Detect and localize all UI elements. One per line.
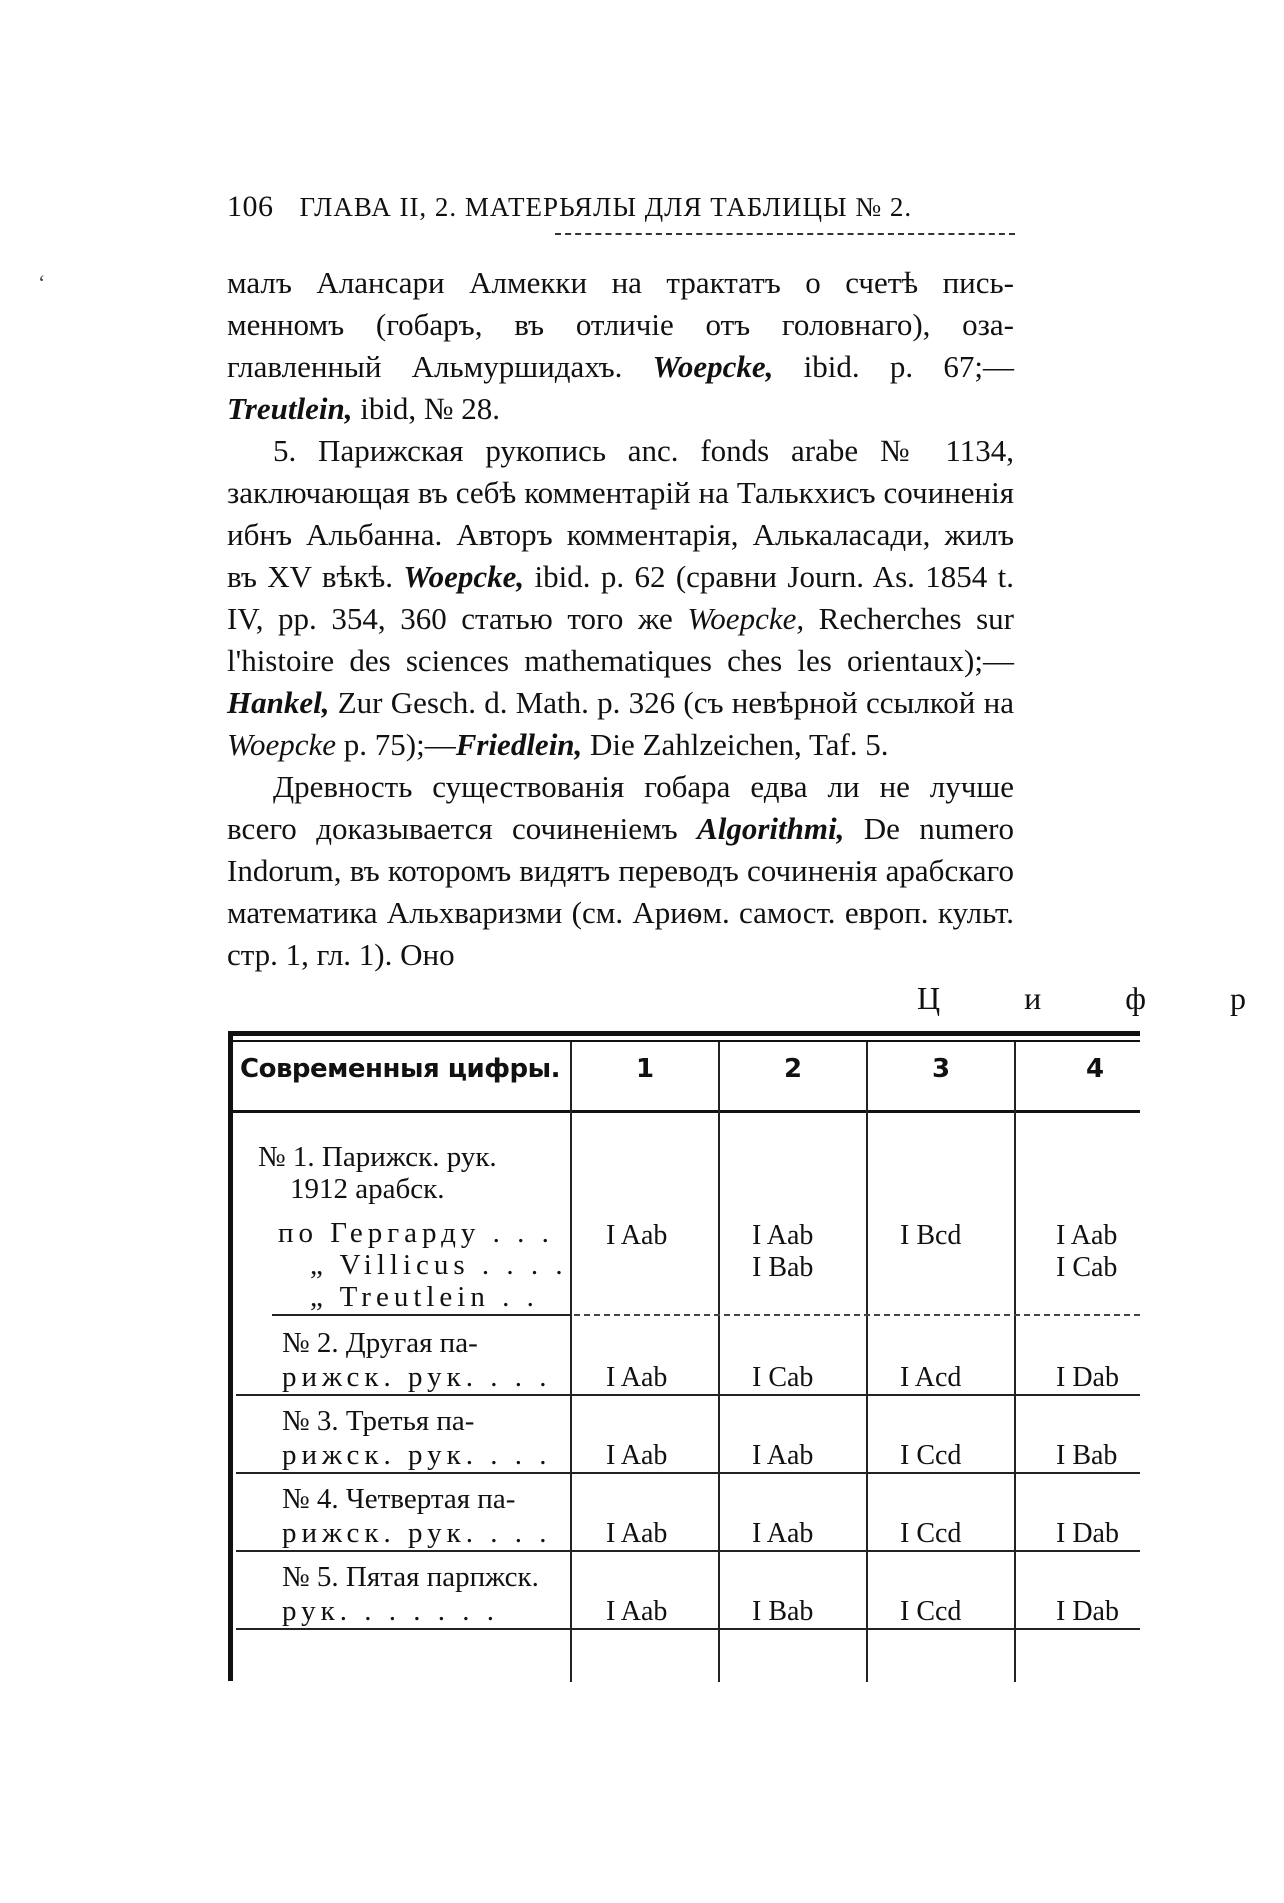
text-run: De numero Indorum, въ которомъ видятъ переводъ сочиненія арабскаго математика Альхваризми (см. Ариѳм. самост. европ. культ. стр. 1, гл. 1). Оно (227, 811, 1015, 972)
row-1-label-line-2: 1912 арабск. (290, 1173, 445, 1205)
header-rule (555, 233, 1015, 235)
row-1-col-1: I Aab (606, 1220, 668, 1251)
header-col-3: 3 (931, 1054, 951, 1084)
text-run: ibid. p. 62 (сравни Journ. As. 1854 t. IV, pp. 354, 360 статью того же (227, 559, 1014, 636)
table-top-rule (228, 1031, 1140, 1036)
row-3-col-1: I Aab (606, 1440, 668, 1471)
row-2-col-3: I Acd (900, 1362, 962, 1393)
row-4-label-line-2: рижск. рук. . . . (282, 1517, 552, 1549)
table-top-rule-thin (228, 1040, 1140, 1042)
text-run: ibid, № 28. (352, 391, 501, 426)
row-2-col-1: I Aab (606, 1362, 668, 1393)
margin-mark: ‘ (38, 270, 46, 295)
page-number: 106 (227, 190, 274, 223)
paragraph-1 (227, 262, 1014, 430)
author-name: Woepcke, (652, 349, 774, 384)
row-1-col-4-b: I Cab (1056, 1252, 1118, 1283)
row-2-col-2: I Cab (752, 1362, 814, 1393)
row-1-sub-villicus: „ Villicus . . . . (310, 1249, 568, 1281)
row-1-col-4-a: I Aab (1056, 1220, 1118, 1251)
work-title: Algorithmi, (697, 811, 845, 846)
row-4-col-3: I Ccd (900, 1518, 962, 1549)
author-name: Woepcke, (687, 601, 805, 636)
author-name: Friedlein, (455, 727, 583, 762)
header-title: ГЛАВА II, 2. МАТЕРЬЯЛЫ ДЛЯ ТАБЛИЦЫ № 2. (299, 192, 913, 222)
row-2-label-line-1: № 2. Другая па- (282, 1327, 478, 1359)
row-4-col-2: I Aab (752, 1518, 814, 1549)
header-col-2: 2 (783, 1054, 803, 1084)
row-5-col-3: I Ccd (900, 1596, 962, 1627)
text-run: p. 75);— (336, 727, 456, 762)
text-run: Recherches sur l'histoire des sciences mathematiques ches les orientaux);— (227, 601, 1014, 678)
author-name: Treutlein, (227, 391, 353, 426)
row-3-label-line-1: № 3. Третья па- (282, 1405, 475, 1437)
column-divider (718, 1042, 720, 1682)
row-5-label-line-1: № 5. Пятая парпжск. (282, 1561, 539, 1593)
row-divider (574, 1314, 1140, 1316)
text-run: менномъ (гобаръ, въ отличіе отъ головнаго), оза- (227, 307, 1014, 342)
row-4-col-1: I Aab (606, 1518, 668, 1549)
header-col-4: 4 (1086, 1054, 1105, 1084)
text-run: главленный Альмуршидахъ. (227, 349, 653, 384)
column-divider (866, 1042, 868, 1682)
text-run: Die Zahlzeichen, Taf. 5. (582, 727, 889, 762)
row-3-label-line-2: рижск. рук. . . . (282, 1439, 552, 1471)
author-name: Woepcke, (403, 559, 525, 594)
row-2-label-line-2: рижск. рук. . . . (282, 1361, 552, 1393)
row-1-col-3: I Bcd (900, 1220, 962, 1251)
table-left-border (228, 1031, 233, 1681)
row-1-label-line-1: № 1. Парижск. рук. (258, 1141, 497, 1173)
row-4-label-line-1: № 4. Четвертая па- (282, 1483, 516, 1515)
body-text (227, 262, 1014, 976)
header-col-1: 1 (635, 1054, 655, 1084)
row-5-label-line-2: рук. . . . . . . (282, 1595, 499, 1627)
row-1-col-2-a: I Aab (752, 1220, 814, 1251)
row-5-col-4: I Dab (1056, 1596, 1119, 1627)
row-divider (272, 1314, 570, 1316)
header-modern-digits: Современныя цифры. (240, 1054, 560, 1084)
row-1-col-2-b: I Bab (752, 1252, 814, 1283)
row-divider (236, 1550, 1140, 1552)
text-run: Древность существованія гобара едва ли не лучше всего доказывается сочиненіемъ (227, 769, 1014, 846)
author-name: Woepcke (227, 727, 337, 762)
paragraph-2 (227, 430, 1014, 766)
text-run: Zur Gesch. d. Math. p. 326 (съ невѣрной ссылкой на (329, 685, 1014, 720)
row-1-sub-gerhard: по Гергарду . . . (278, 1217, 554, 1249)
row-5-col-2: I Bab (752, 1596, 814, 1627)
table-caption-fragment: Ц и ф р (917, 980, 1284, 1016)
row-3-col-3: I Ccd (900, 1440, 962, 1471)
paragraph-3 (227, 766, 1014, 976)
row-3-col-2: I Aab (752, 1440, 814, 1471)
column-divider (570, 1042, 572, 1682)
text-run: ibid. p. 67;— (773, 349, 1014, 384)
row-5-col-1: I Aab (606, 1596, 668, 1627)
row-3-col-4: I Bab (1056, 1440, 1118, 1471)
table-header-rule (228, 1110, 1140, 1113)
column-divider (1014, 1042, 1016, 1682)
text-run: 5. Парижская рукопись anc. fonds arabe № 1134, заключающая въ себѣ комментарій на Талькхисъ сочиненія ибнъ Альбанна. Авторъ комментарія, Алькаласади, жилъ въ XV вѣкѣ. (227, 433, 1014, 594)
running-header (227, 190, 1014, 224)
row-2-col-4: I Dab (1056, 1362, 1119, 1393)
text-run: малъ Алансари Алмекки на трактатъ о счетѣ пись- (227, 265, 1014, 300)
row-4-col-4: I Dab (1056, 1518, 1119, 1549)
row-1-sub-treutlein: „ Treutlein . . (310, 1281, 539, 1313)
author-name: Hankel, (227, 685, 330, 720)
row-divider (236, 1628, 1140, 1630)
row-divider (236, 1394, 1140, 1396)
row-divider (236, 1472, 1140, 1474)
